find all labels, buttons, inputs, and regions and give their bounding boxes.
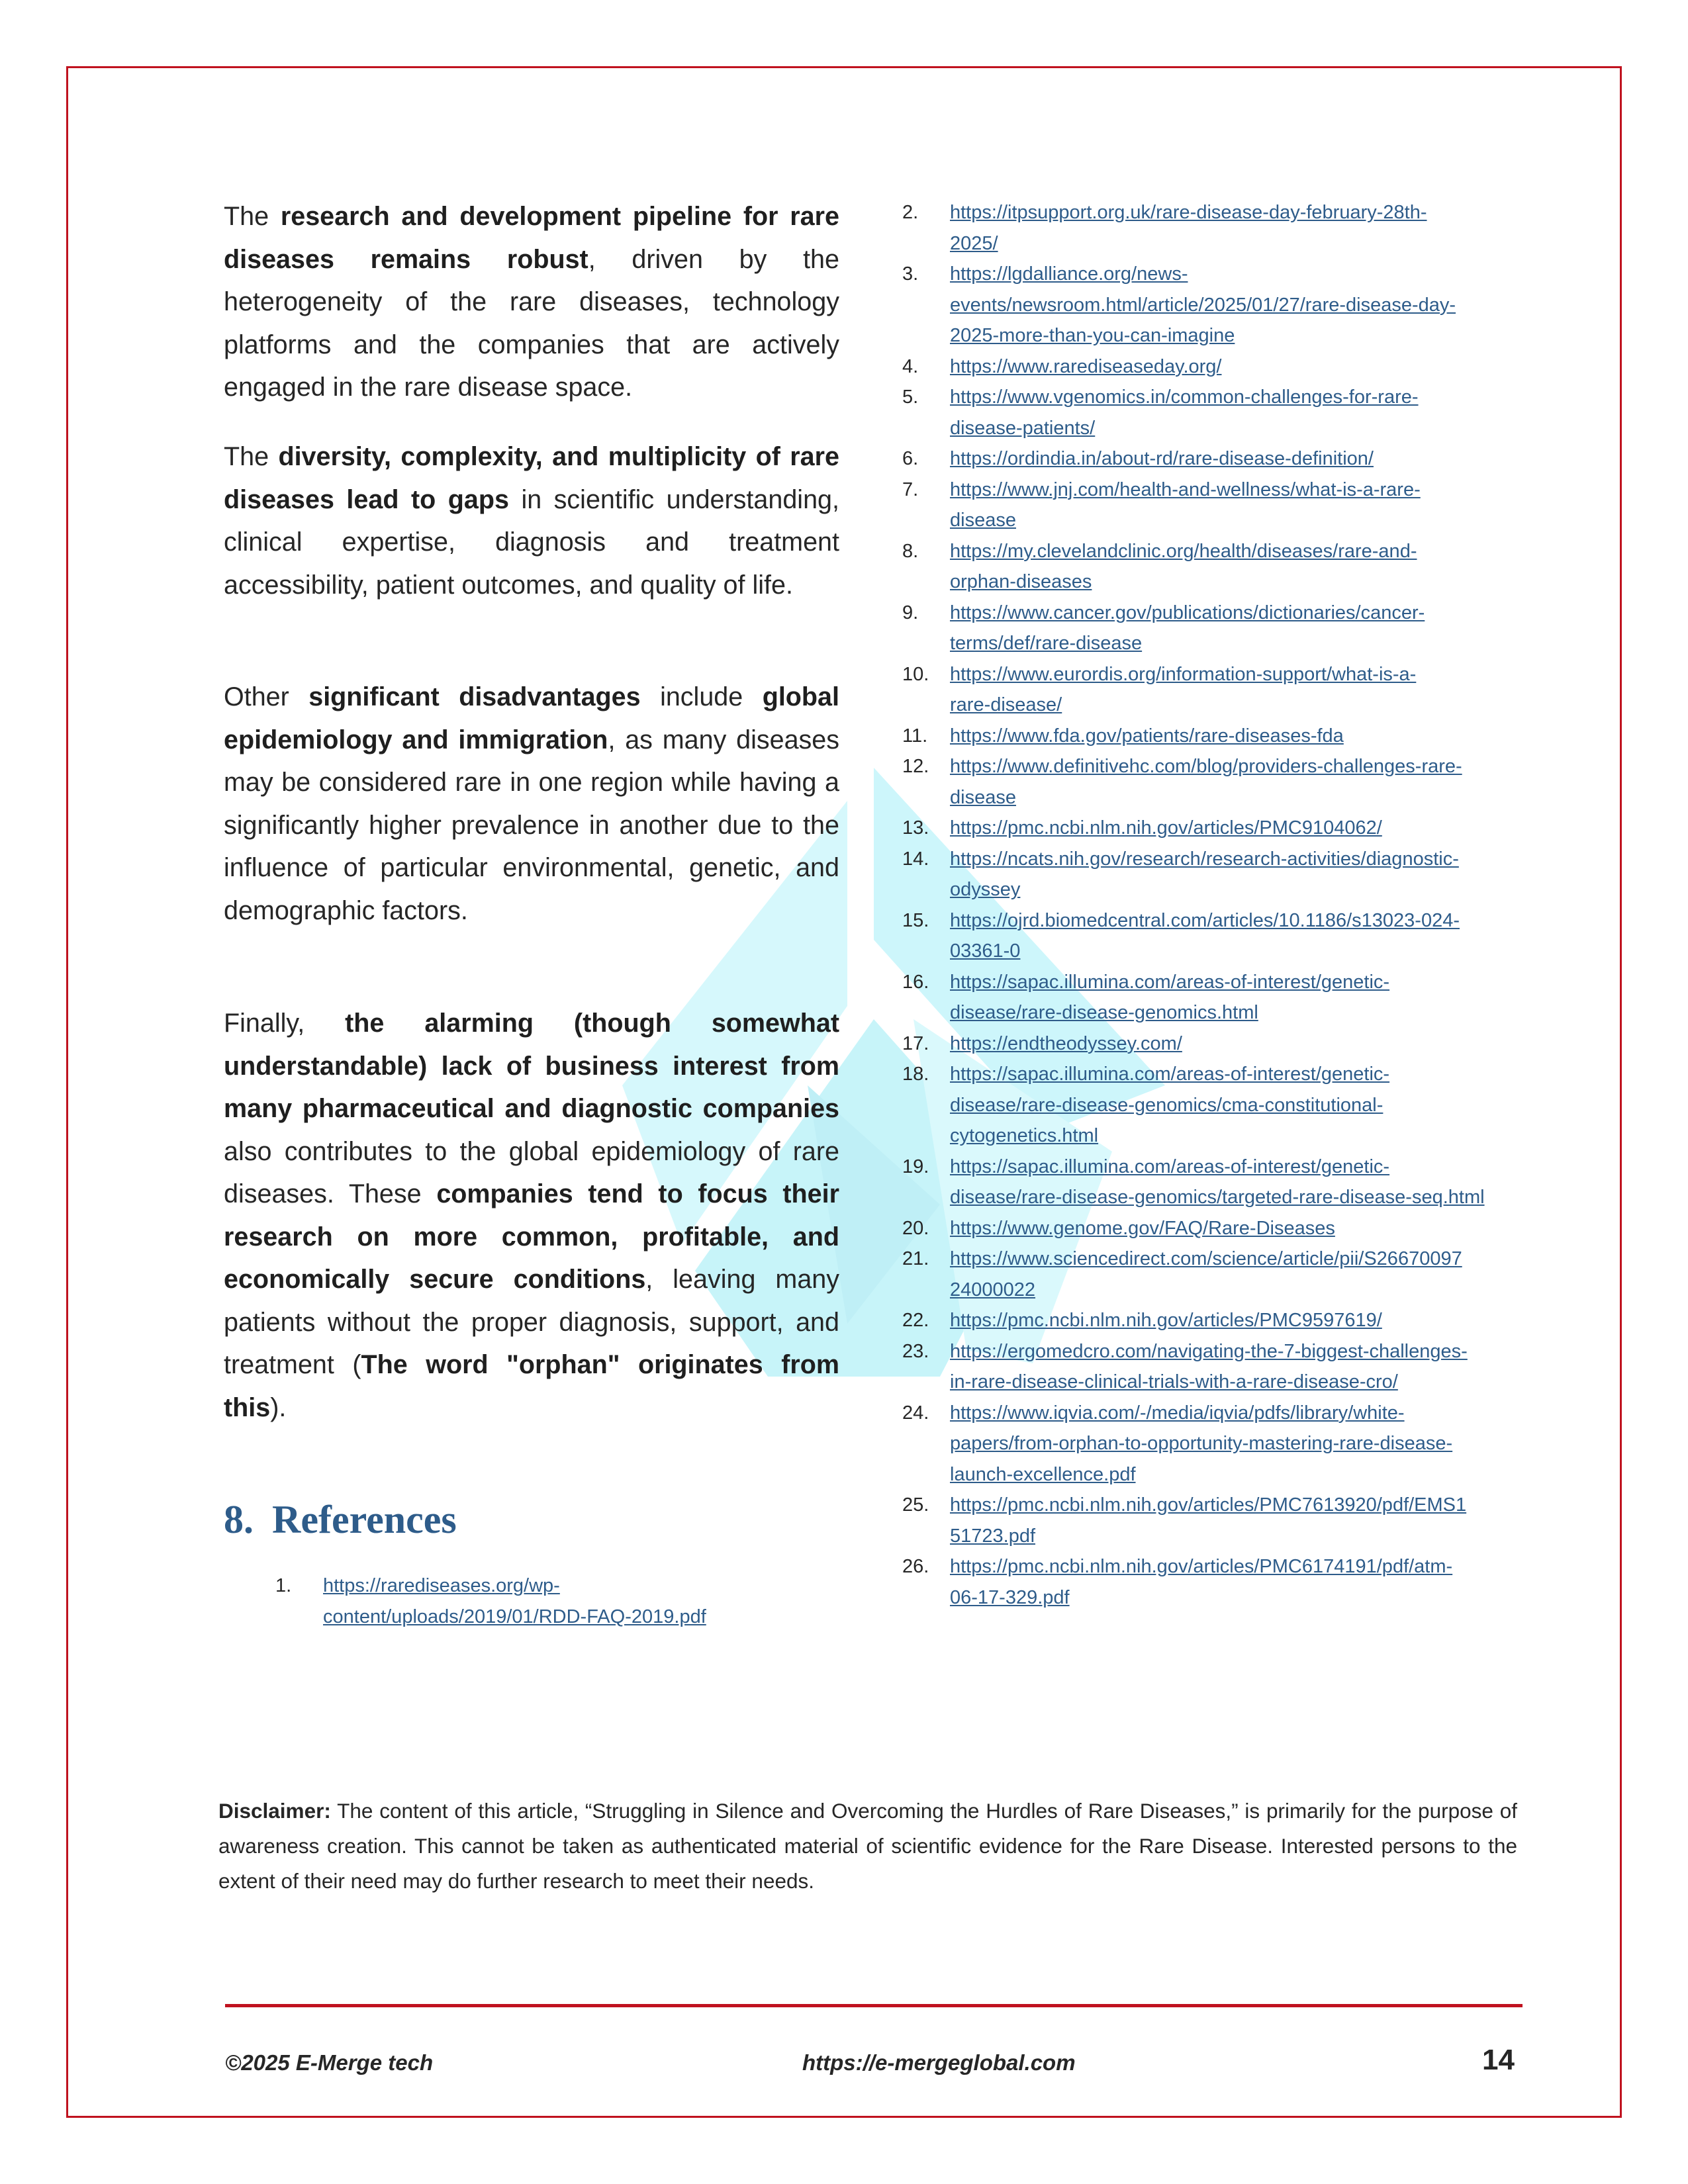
reference-link[interactable]: https://sapac.illumina.com/areas-of-interest/genetic- <box>950 971 1390 993</box>
reference-link[interactable]: https://ncats.nih.gov/research/research-activities/diagnostic- <box>950 848 1459 870</box>
disclaimer-text: The content of this article, “Struggling in Silence and Overcoming the Hurdles of Rare Diseases,” is primarily for the purpose of awareness creation. This cannot be taken as authenticated material of scientific evidence for the Rare Disease. Interested persons to the extent of their need may do further research to meet their needs. <box>218 1799 1517 1893</box>
reference-number: 7. <box>902 478 919 500</box>
reference-number: 26. <box>902 1556 929 1577</box>
reference-number: 5. <box>902 387 919 408</box>
reference-item <box>902 1490 1546 1551</box>
reference-link[interactable]: disease-patients/ <box>950 417 1096 439</box>
reference-item <box>902 1398 1546 1490</box>
reference-item <box>902 1305 1546 1336</box>
reference-link[interactable]: 2025/ <box>950 232 998 254</box>
reference-number: 19. <box>902 1156 929 1177</box>
reference-link[interactable]: https://www.jnj.com/health-and-wellness/what-is-a-rare- <box>950 478 1421 500</box>
reference-number: 17. <box>902 1032 929 1054</box>
paragraph-4: Finally, the alarming (though somewhat understandable) lack of business interest from many pharmaceutical and diagnostic companies also contributes to the global epidemiology of rare diseases. These companies tend to focus their research on more common, profitable, and economically secure conditions, leaving many patients without the proper diagnosis, support, and treatment (The word "orphan" originates from this). <box>224 1009 840 1422</box>
reference-link[interactable]: https://www.rarediseaseday.org/ <box>950 355 1222 377</box>
reference-number: 23. <box>902 1340 929 1362</box>
reference-link[interactable]: https://www.definitivehc.com/blog/providers-challenges-rare- <box>950 756 1462 777</box>
reference-number: 10. <box>902 663 929 685</box>
reference-number: 22. <box>902 1310 929 1331</box>
reference-link[interactable]: disease <box>950 786 1016 808</box>
reference-link[interactable]: https://www.iqvia.com/-/media/iqvia/pdfs/library/white- <box>950 1402 1405 1424</box>
bold-phrase: The word "orphan" originates from this <box>224 1350 840 1422</box>
reference-item <box>902 475 1546 536</box>
reference-item <box>902 1244 1546 1305</box>
footer-copyright: ©2025 E-Merge tech <box>225 2050 434 2075</box>
reference-number: 20. <box>902 1217 929 1239</box>
reference-link[interactable]: https://www.genome.gov/FAQ/Rare-Diseases <box>950 1217 1335 1239</box>
reference-link[interactable]: https://www.cancer.gov/publications/dictionaries/cancer- <box>950 602 1425 623</box>
reference-number: 6. <box>902 448 919 469</box>
reference-link[interactable]: disease <box>950 510 1016 531</box>
reference-link[interactable]: in-rare-disease-clinical-trials-with-a-rare-disease-cro/ <box>950 1371 1398 1392</box>
reference-item <box>902 598 1546 659</box>
bold-phrase: the alarming (though somewhat understandable) lack of business interest from many pharmaceutical and diagnostic companies <box>224 1009 839 1123</box>
reference-number: 25. <box>902 1494 929 1516</box>
reference-link[interactable]: https://www.eurordis.org/information-support/what-is-a- <box>950 663 1417 685</box>
disclaimer <box>218 1794 1517 1899</box>
reference-link[interactable]: https://lgdalliance.org/news- <box>950 263 1188 285</box>
reference-link[interactable]: terms/def/rare-disease <box>950 633 1143 654</box>
bold-phrase: significant disadvantages <box>308 682 641 711</box>
reference-link[interactable]: cytogenetics.html <box>950 1125 1099 1146</box>
reference-link[interactable]: 03361-0 <box>950 940 1021 962</box>
reference-link[interactable]: odyssey <box>950 879 1021 900</box>
reference-number: 18. <box>902 1064 929 1085</box>
reference-link[interactable]: https://pmc.ncbi.nlm.nih.gov/articles/PMC9597619/ <box>950 1310 1382 1331</box>
paragraph-2: The diversity, complexity, and multiplicity of rare diseases lead to gaps in scientific understanding, clinical expertise, diagnosis and treatment accessibility, patient outcomes, and quality of life. <box>224 442 839 600</box>
reference-number: 4. <box>902 355 919 377</box>
reference-link[interactable]: content/uploads/2019/01/RDD-FAQ-2019.pdf <box>323 1606 706 1627</box>
section-title: References <box>272 1498 457 1541</box>
reference-item <box>902 443 1546 475</box>
reference-number: 2. <box>902 202 919 223</box>
footer-url: https://e-mergeglobal.com <box>802 2050 1076 2075</box>
reference-link[interactable]: https://www.vgenomics.in/common-challenges-for-rare- <box>950 387 1419 408</box>
references-heading <box>224 1497 457 1543</box>
reference-link[interactable]: https://www.sciencedirect.com/science/article/pii/S26670097 <box>950 1248 1462 1269</box>
reference-item <box>902 1028 1546 1060</box>
reference-link[interactable]: 51723.pdf <box>950 1525 1036 1547</box>
reference-link[interactable]: https://ojrd.biomedcentral.com/articles/10.1186/s13023-024- <box>950 909 1460 931</box>
reference-link[interactable]: events/newsroom.html/article/2025/01/27/rare-disease-day- <box>950 294 1456 316</box>
section-number: 8. <box>224 1498 254 1541</box>
reference-number: 8. <box>902 540 919 562</box>
reference-item <box>902 382 1546 443</box>
paragraph-3: Other significant disadvantages include global epidemiology and immigration, as many diseases may be considered rare in one region while having a significantly higher prevalence in another due to the influence of particular environmental, genetic, and demographic factors. <box>224 682 840 925</box>
reference-link[interactable]: https://pmc.ncbi.nlm.nih.gov/articles/PMC9104062/ <box>950 817 1382 839</box>
reference-item <box>902 844 1546 905</box>
reference-link[interactable]: https://pmc.ncbi.nlm.nih.gov/articles/PMC6174191/pdf/atm- <box>950 1556 1453 1577</box>
disclaimer-label: Disclaimer: <box>218 1799 331 1823</box>
reference-item <box>902 751 1546 813</box>
reference-link[interactable]: https://ergomedcro.com/navigating-the-7-biggest-challenges- <box>950 1340 1468 1362</box>
reference-item <box>902 1336 1546 1398</box>
reference-link[interactable]: https://sapac.illumina.com/areas-of-interest/genetic- <box>950 1156 1390 1177</box>
reference-link[interactable]: orphan-diseases <box>950 571 1092 592</box>
reference-link[interactable]: https://rarediseases.org/wp- <box>323 1575 560 1596</box>
reference-item <box>902 721 1546 752</box>
reference-link[interactable]: 2025-more-than-you-can-imagine <box>950 325 1235 346</box>
reference-number: 15. <box>902 909 929 931</box>
reference-link[interactable]: papers/from-orphan-to-opportunity-mastering-rare-disease- <box>950 1433 1453 1454</box>
reference-link[interactable]: 06-17-329.pdf <box>950 1586 1070 1608</box>
reference-number: 14. <box>902 848 929 870</box>
reference-item <box>902 967 1546 1028</box>
reference-link[interactable]: https://itpsupport.org.uk/rare-disease-day-february-28th- <box>950 202 1427 223</box>
reference-item <box>902 905 1546 967</box>
reference-link[interactable]: https://sapac.illumina.com/areas-of-interest/genetic- <box>950 1064 1390 1085</box>
reference-link[interactable]: https://www.fda.gov/patients/rare-diseases-fda <box>950 725 1344 747</box>
reference-item <box>902 351 1546 383</box>
reference-number: 24. <box>902 1402 929 1424</box>
reference-link[interactable]: disease/rare-disease-genomics.html <box>950 1002 1258 1023</box>
reference-item <box>902 1551 1546 1613</box>
reference-number: 1. <box>275 1575 292 1596</box>
reference-number: 11. <box>902 725 928 747</box>
reference-link[interactable]: https://my.clevelandclinic.org/health/diseases/rare-and- <box>950 540 1417 562</box>
reference-item <box>902 813 1546 844</box>
reference-item <box>275 1570 919 1632</box>
reference-item <box>902 259 1546 351</box>
reference-number: 16. <box>902 971 929 993</box>
reference-link[interactable]: rare-disease/ <box>950 694 1062 715</box>
reference-item <box>902 1152 1546 1213</box>
reference-link[interactable]: https://pmc.ncbi.nlm.nih.gov/articles/PMC7613920/pdf/EMS1 <box>950 1494 1467 1516</box>
reference-number: 9. <box>902 602 919 623</box>
page-number: 14 <box>1482 2044 1515 2076</box>
bold-phrase: global epidemiology and immigration <box>224 682 839 754</box>
reference-link[interactable]: launch-excellence.pdf <box>950 1463 1136 1485</box>
reference-number: 12. <box>902 756 929 777</box>
bold-phrase: companies tend to focus their research on more common, profitable, and economically secure conditions <box>224 1179 839 1294</box>
footer-divider <box>225 2004 1523 2007</box>
reference-item <box>902 659 1546 721</box>
reference-link[interactable]: disease/rare-disease-genomics/targeted-rare-disease-seq.html <box>950 1187 1485 1208</box>
reference-number: 3. <box>902 263 919 285</box>
bold-phrase: research and development pipeline for rare diseases remains robust <box>224 202 839 274</box>
bold-phrase: diversity, complexity, and multiplicity of rare diseases lead to gaps <box>224 442 839 514</box>
paragraph-1: The research and development pipeline for rare diseases remains robust, driven by the heterogeneity of the rare diseases, technology platforms and the companies that are actively engaged in the rare disease space. <box>224 202 839 402</box>
reference-item <box>902 1213 1546 1244</box>
reference-item <box>902 536 1546 598</box>
reference-link[interactable]: 24000022 <box>950 1279 1036 1300</box>
reference-item <box>902 1059 1546 1152</box>
reference-item <box>902 197 1546 259</box>
reference-link[interactable]: disease/rare-disease-genomics/cma-constitutional- <box>950 1094 1383 1116</box>
reference-link[interactable]: https://endtheodyssey.com/ <box>950 1032 1182 1054</box>
reference-number: 13. <box>902 817 929 839</box>
reference-link[interactable]: https://ordindia.in/about-rd/rare-disease-definition/ <box>950 448 1374 469</box>
reference-number: 21. <box>902 1248 929 1269</box>
